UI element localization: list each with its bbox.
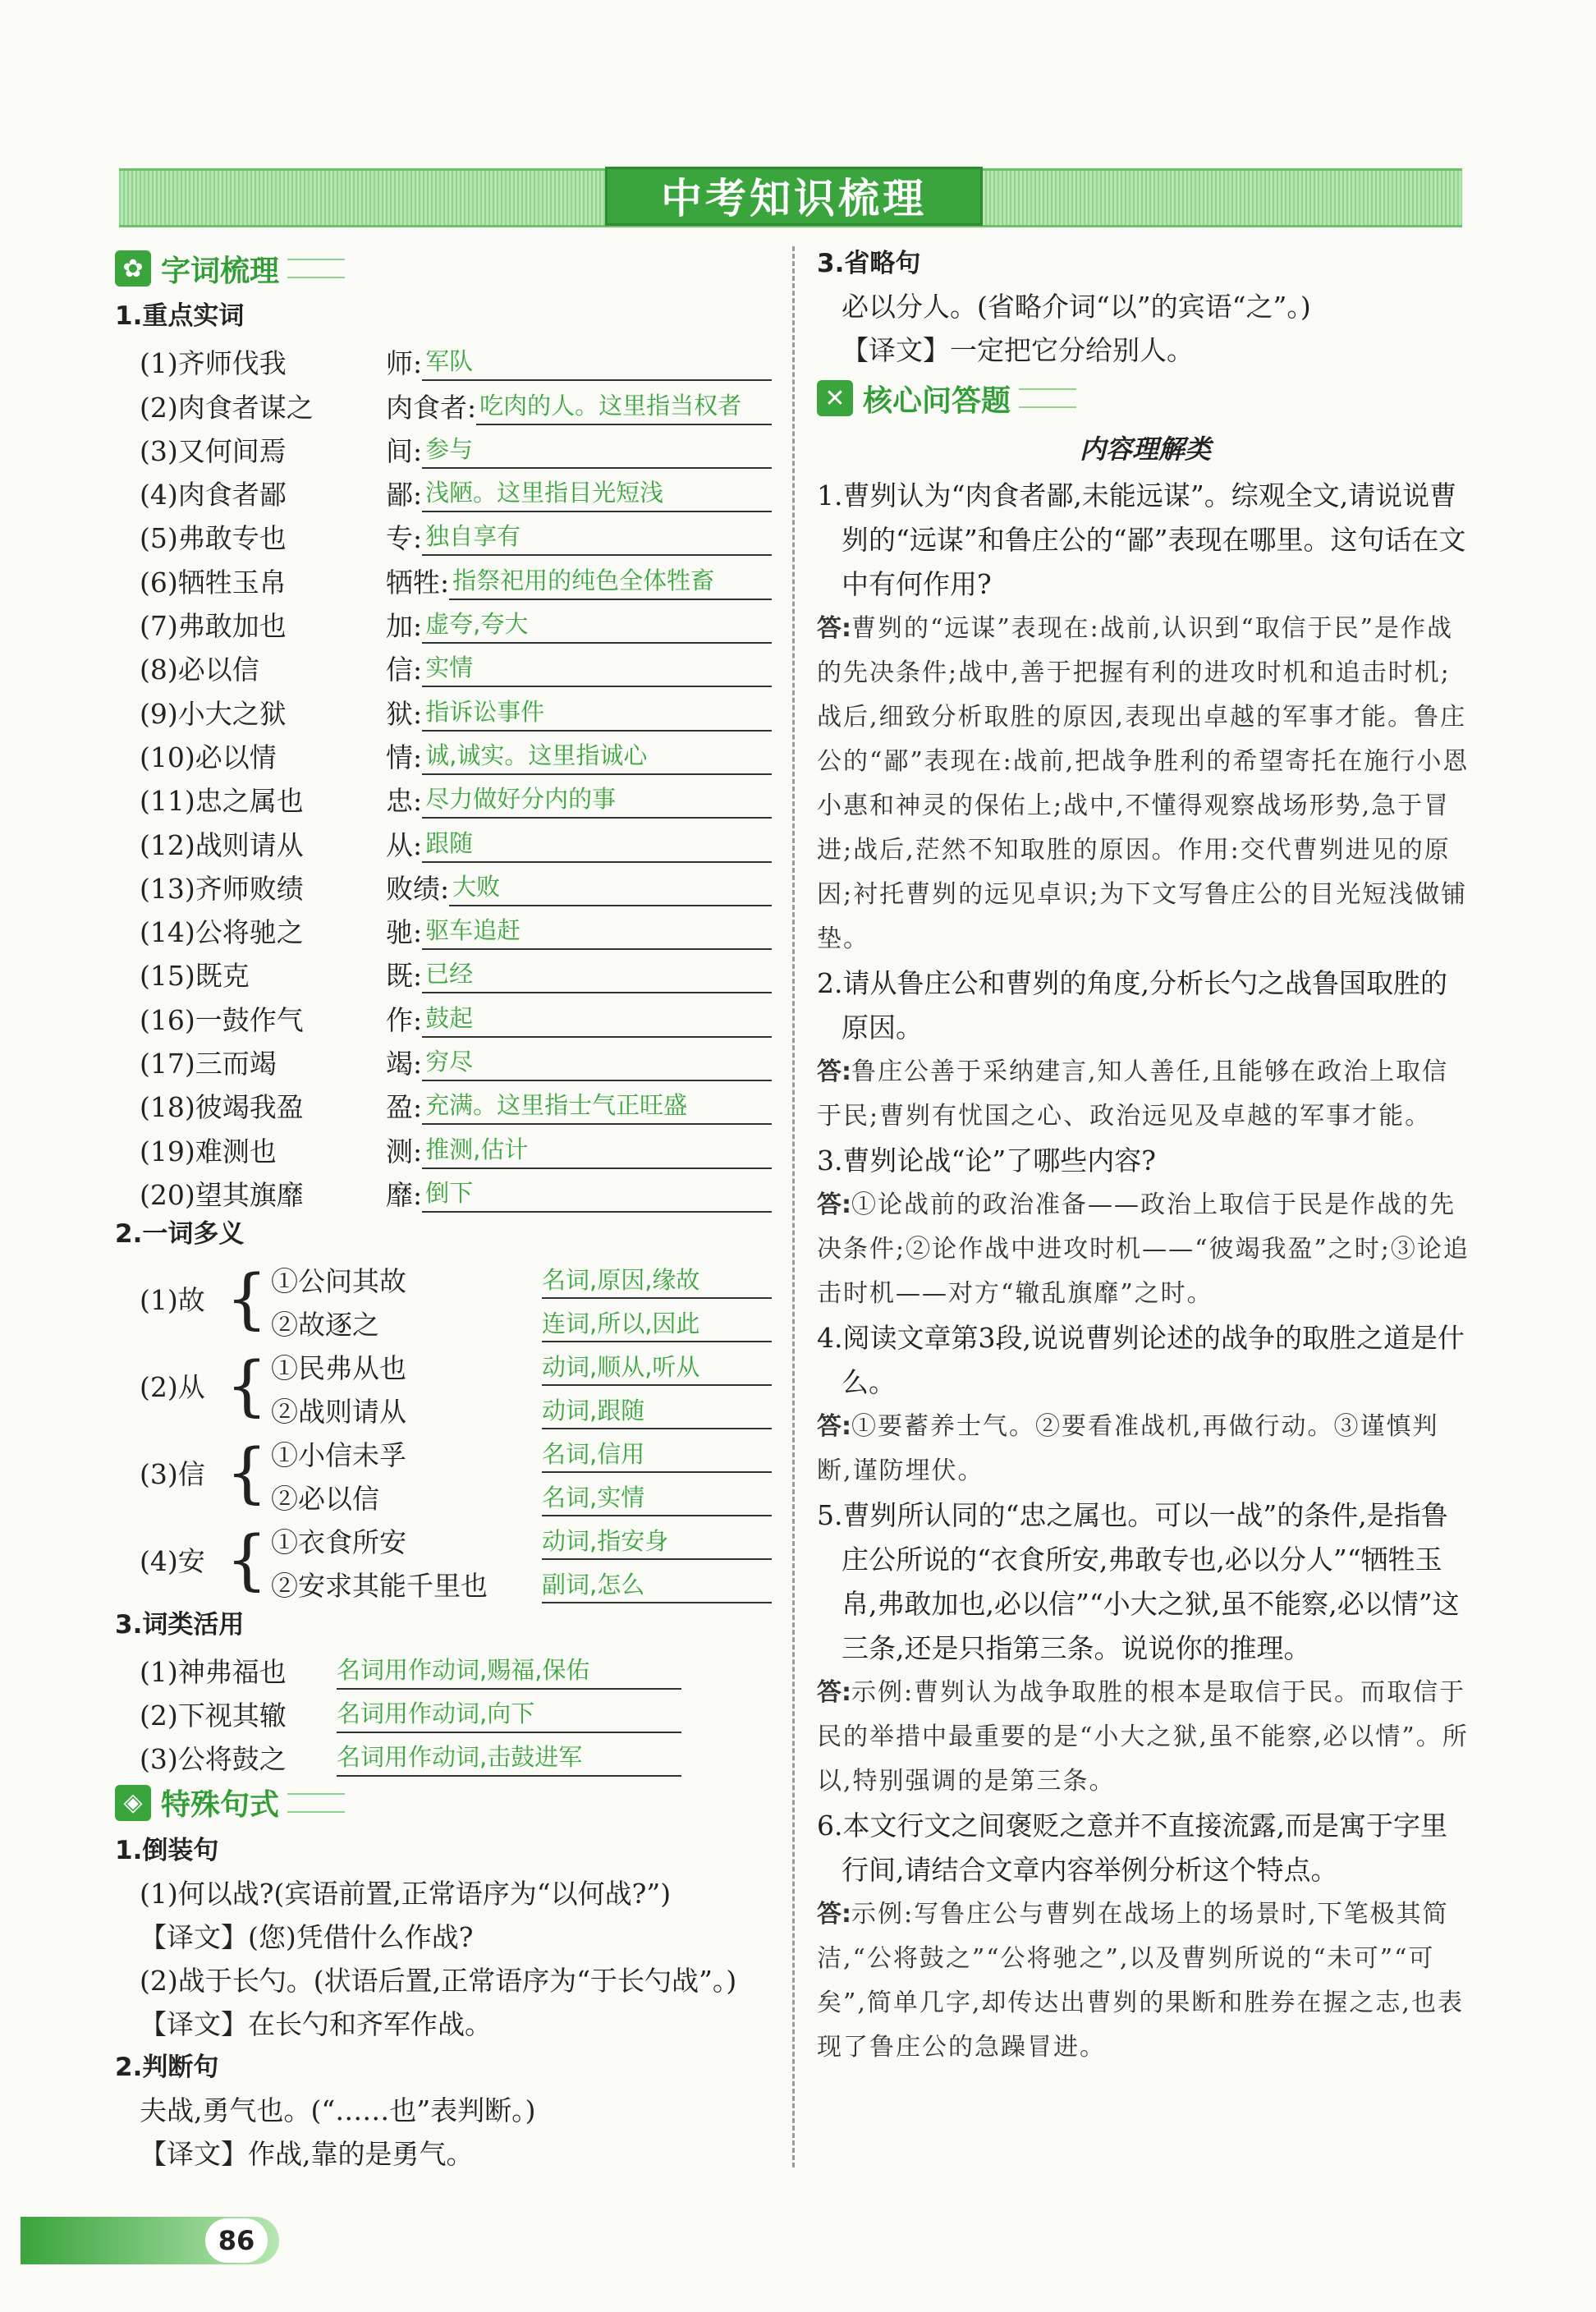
vocab-answer: 充满。这里指士气正旺盛 (422, 1087, 772, 1125)
page-number: 86 (205, 2218, 268, 2263)
usage-answer: 名词用作动词,击鼓进军 (337, 1739, 681, 1777)
poly-item (271, 1386, 772, 1429)
vocab-key: 情: (386, 741, 423, 773)
answer-text: ①要蓄养士气。②要看准战机,再做行动。③谨慎判断,谨防埋伏。 (817, 1412, 1439, 1485)
vocab-phrase: (4)肉食者鄙 (140, 479, 287, 511)
section-header-wen (817, 377, 1474, 420)
vocab-key: 信: (386, 654, 423, 686)
vocab-row (115, 863, 772, 906)
vocab-key: 驰: (386, 916, 423, 949)
vocab-answer: 已经 (422, 956, 772, 993)
vocab-phrase: (13)齐师败绩 (140, 872, 304, 905)
usage-phrase: (2)下视其辙 (140, 1699, 287, 1732)
poly-item (271, 1255, 772, 1299)
vocab-key: 测: (386, 1135, 423, 1167)
right-column (817, 242, 1474, 2070)
poly-answer: 动词,指安身 (542, 1524, 772, 1560)
vocab-answer: 倒下 (422, 1175, 772, 1213)
vocab-key: 加: (386, 610, 423, 643)
vocab-phrase: (10)必以情 (140, 741, 277, 773)
vocab-row (115, 600, 772, 644)
answer-text: 曹刿的“远谋”表现在:战前,认识到“取信于民”是作战的先决条件;战中,善于把握有利的进攻时机和追击时机;战后,细致分析取胜的原因,表现出卓越的军事才能。鲁庄公的“鄙”表现在:战前,把战争胜利的希望寄托在施行小恩小惠和神灵的保佑上;战中,不懂得观察战场形势,急于冒进;战后,茫然不知取胜的原因。作用:交代曹刿进见的原因;衬托曹刿的远见卓识;为下文写鲁庄公的目光短浅做铺垫。 (817, 614, 1470, 953)
brace: { (226, 1434, 268, 1511)
poly-sentence: ②必以信 (271, 1482, 379, 1515)
poly-word: (2)从 (140, 1371, 205, 1404)
decor-lines (287, 259, 345, 278)
poly-item (271, 1560, 772, 1603)
vocab-phrase: (5)弗敢专也 (140, 522, 287, 555)
poly-item (271, 1473, 772, 1516)
qa-question: 4.阅读文章第3段,说说曹刿论述的战争的取胜之道是什么。 (817, 1322, 1465, 1398)
section-title: 核心问答题 (863, 383, 1011, 418)
vocab-phrase: (14)公将驰之 (140, 916, 304, 949)
vocab-phrase: (2)肉食者谋之 (140, 391, 314, 424)
section-header-ju (115, 1782, 772, 1824)
poly-answer: 名词,原因,缘故 (542, 1263, 772, 1299)
vocab-title: 1.重点实词 (115, 301, 245, 331)
poly-sentence: ①衣食所安 (271, 1525, 406, 1558)
vocab-phrase: (18)彼竭我盈 (140, 1091, 304, 1124)
poly-sentence: ②安求其能千里也 (271, 1569, 488, 1602)
vocab-row (115, 1081, 772, 1125)
poly-item (271, 1299, 772, 1342)
poly-answer: 动词,顺从,听从 (542, 1350, 772, 1386)
vocab-key: 忠: (386, 785, 423, 818)
poly-items (271, 1342, 772, 1429)
answer-text: ①论战前的政治准备——政治上取信于民是作战的先决条件;②论作战中进攻时机——“彼竭我盈”之时;③论追击时机——对方“辙乱旗靡”之时。 (817, 1190, 1470, 1308)
vocab-phrase: (8)必以信 (140, 654, 259, 686)
usage-phrase: (3)公将鼓之 (140, 1742, 287, 1775)
qa-question: 2.请从鲁庄公和曹刿的角度,分析长勺之战鲁国取胜的原因。 (817, 967, 1447, 1044)
poly-group (115, 1429, 772, 1516)
qa-answer (817, 1050, 1474, 1139)
vocab-phrase: (1)齐师伐我 (140, 347, 287, 380)
vocab-answer: 穷尽 (422, 1044, 772, 1081)
qa-answer (817, 1183, 1474, 1316)
omit-title: 3.省略句 (817, 249, 921, 278)
poly-sentence: ①公问其故 (271, 1264, 406, 1297)
answer-label: 答: (817, 1412, 851, 1441)
vocab-phrase: (16)一鼓作气 (140, 1003, 304, 1036)
vocab-row (115, 819, 772, 862)
omit-line: 必以分人。(省略介词“以”的宾语“之”。) (842, 291, 1311, 323)
vocab-row (115, 906, 772, 950)
vocab-answer: 推测,估计 (422, 1131, 772, 1169)
vocab-row (115, 1169, 772, 1213)
poly-item (271, 1342, 772, 1386)
cube-icon: ◈ (115, 1785, 151, 1821)
vocab-answer: 诚,诚实。这里指诚心 (422, 737, 772, 775)
inv-line: (1)何以战?(宾语前置,正常语序为“以何战?”) (140, 1877, 672, 1910)
judge-line: 【译文】作战,靠的是勇气。 (140, 2137, 474, 2170)
vocab-answer: 浅陋。这里指目光短浅 (422, 475, 772, 512)
qa-answer (817, 1892, 1474, 2070)
vocab-row (115, 732, 772, 775)
vocab-answer: 大败 (449, 869, 772, 906)
vocab-answer: 参与 (422, 431, 772, 469)
poly-group (115, 1255, 772, 1342)
vocab-row (115, 425, 772, 469)
vocab-answer: 指祭祀用的纯色全体牲畜 (449, 562, 772, 600)
poly-word: (1)故 (140, 1284, 205, 1317)
vocab-answer: 军队 (422, 343, 772, 381)
vocab-row (115, 512, 772, 556)
omit-line: 【译文】一定把它分给别人。 (842, 334, 1194, 366)
section-title: 特殊句式 (161, 1788, 280, 1823)
vocab-answer: 吃肉的人。这里指当权者 (476, 388, 772, 425)
banner-title: 中考知识梳理 (605, 167, 983, 226)
vocab-row (115, 556, 772, 599)
poly-sentence: ②战则请从 (271, 1395, 406, 1428)
poly-list (115, 1255, 772, 1603)
decor-lines (1019, 388, 1076, 408)
brace: { (226, 1259, 268, 1337)
usage-row (115, 1690, 772, 1733)
poly-sentence: ②故逐之 (271, 1308, 379, 1341)
poly-title: 2.一词多义 (115, 1218, 245, 1249)
vocab-row (115, 644, 772, 687)
inv-line: 【译文】在长勺和齐军作战。 (140, 2007, 492, 2040)
vocab-key: 从: (386, 828, 423, 861)
poly-sentence: ①民弗从也 (271, 1351, 406, 1384)
vocab-list (115, 337, 772, 1213)
vocab-key: 间: (386, 434, 423, 467)
poly-items (271, 1516, 772, 1603)
puzzle-icon: ✕ (817, 380, 853, 416)
vocab-phrase: (15)既克 (140, 960, 250, 993)
qa-answer (817, 607, 1474, 961)
answer-label: 答: (817, 1190, 851, 1219)
section-header-ci (115, 247, 772, 290)
column-divider (792, 246, 795, 2168)
vocab-key: 既: (386, 960, 423, 993)
vocab-phrase: (20)望其旗靡 (140, 1178, 304, 1211)
judge-title: 2.判断句 (115, 2052, 219, 2082)
inv-line: (2)战于长勺。(状语后置,正常语序为“于长勺战”。) (140, 1964, 737, 1997)
qa-question: 1.曹刿认为“肉食者鄙,未能远谋”。综观全文,请说说曹刿的“远谋”和鲁庄公的“鄙”表现在哪里。这句话在文中有何作用? (817, 479, 1466, 600)
brace: { (226, 1521, 268, 1598)
vocab-key: 专: (386, 522, 423, 555)
vocab-answer: 虚夸,夸大 (422, 606, 772, 644)
qa-question: 5.曹刿所认同的“忠之属也。可以一战”的条件,是指鲁庄公所说的“衣食所安,弗敢专也,必以分人”“牺牲玉帛,弗敢加也,必以信”“小大之狱,虽不能察,必以情”这三条,还是只指第三条。说说你的推理。 (817, 1499, 1460, 1664)
vocab-phrase: (12)战则请从 (140, 828, 304, 861)
left-column (115, 242, 772, 2176)
vocab-answer: 尽力做好分内的事 (422, 781, 772, 819)
vocab-key: 牺牲: (386, 566, 450, 599)
vocab-answer: 指诉讼事件 (422, 694, 772, 732)
usage-phrase: (1)神弗福也 (140, 1655, 287, 1688)
answer-text: 示例:曹刿认为战争取胜的根本是取信于民。而取信于民的举措中最重要的是“小大之狱,虽不能察,必以情”。所以,特别强调的是第三条。 (817, 1678, 1469, 1796)
inv-line: 【译文】(您)凭借什么作战? (140, 1920, 474, 1953)
usage-title: 3.词类活用 (115, 1609, 245, 1640)
vocab-phrase: (19)难测也 (140, 1135, 277, 1167)
usage-answer: 名词用作动词,赐福,保佑 (337, 1652, 681, 1690)
answer-label: 答: (817, 1057, 851, 1086)
poly-answer: 副词,怎么 (542, 1567, 772, 1603)
vocab-answer: 驱车追赶 (422, 912, 772, 950)
poly-group (115, 1516, 772, 1603)
usage-row (115, 1733, 772, 1777)
vocab-row (115, 381, 772, 424)
poly-answer: 动词,跟随 (542, 1393, 772, 1429)
vocab-answer: 跟随 (422, 825, 772, 863)
vocab-row (115, 687, 772, 731)
vocab-row (115, 469, 772, 512)
vocab-row (115, 1125, 772, 1168)
poly-answer: 连词,所以,因此 (542, 1306, 772, 1342)
qa-question: 6.本文行文之间褒贬之意并不直接流露,而是寓于字里行间,请结合文章内容举例分析这个特点。 (817, 1810, 1447, 1886)
vocab-key: 盈: (386, 1091, 423, 1124)
qa-list (817, 474, 1474, 2070)
answer-text: 示例:写鲁庄公与曹刿在战场上的场景时,下笔极其简洁,“公将鼓之”“公将驰之”,以及曹刿所说的“未可”“可矣”,简单几字,却传达出曹刿的果断和胜券在握之志,也表现了鲁庄公的急躁冒进。 (817, 1900, 1464, 2062)
vocab-row (115, 337, 772, 381)
poly-sentence: ①小信未孚 (271, 1438, 406, 1471)
vocab-phrase: (11)忠之属也 (140, 785, 304, 818)
vocab-answer: 独自享有 (422, 518, 772, 556)
judge-line: 夫战,勇气也。(“……也”表判断。) (140, 2094, 536, 2126)
answer-text: 鲁庄公善于采纳建言,知人善任,且能够在政治上取信于民;曹刿有忧国之心、政治远见及卓越的军事才能。 (817, 1057, 1449, 1131)
answer-label: 答: (817, 614, 851, 643)
poly-item (271, 1516, 772, 1560)
vocab-key: 狱: (386, 697, 423, 730)
vocab-key: 作: (386, 1003, 423, 1036)
poly-item (271, 1429, 772, 1473)
poly-items (271, 1429, 772, 1516)
vocab-key: 竭: (386, 1048, 423, 1080)
vocab-phrase: (3)又何间焉 (140, 434, 287, 467)
poly-answer: 名词,信用 (542, 1437, 772, 1473)
vocab-answer: 实情 (422, 649, 772, 687)
qa-subtitle: 内容理解类 (1079, 434, 1211, 465)
vocab-key: 师: (386, 347, 423, 380)
inv-title: 1.倒装句 (115, 1835, 219, 1865)
decor-lines (287, 1793, 345, 1813)
vocab-row (115, 950, 772, 993)
poly-items (271, 1255, 772, 1342)
poly-word: (4)安 (140, 1545, 205, 1578)
qa-answer (817, 1405, 1474, 1493)
poly-answer: 名词,实情 (542, 1480, 772, 1516)
vocab-phrase: (9)小大之狱 (140, 697, 287, 730)
poly-word: (3)信 (140, 1458, 205, 1491)
vocab-answer: 鼓起 (422, 1000, 772, 1038)
vocab-row (115, 993, 772, 1037)
poly-group (115, 1342, 772, 1429)
book-icon: ✿ (115, 250, 151, 287)
vocab-phrase: (6)牺牲玉帛 (140, 566, 287, 599)
vocab-phrase: (7)弗敢加也 (140, 610, 287, 643)
vocab-key: 肉食者: (386, 391, 477, 424)
qa-answer (817, 1671, 1474, 1804)
answer-label: 答: (817, 1900, 851, 1929)
usage-list (115, 1646, 772, 1777)
vocab-row (115, 775, 772, 819)
vocab-row (115, 1038, 772, 1081)
vocab-key: 鄙: (386, 479, 423, 511)
section-title: 字词梳理 (161, 254, 280, 288)
vocab-key: 靡: (386, 1178, 423, 1211)
brace: { (226, 1346, 268, 1424)
vocab-phrase: (17)三而竭 (140, 1048, 277, 1080)
qa-question: 3.曹刿论战“论”了哪些内容? (817, 1145, 1156, 1177)
usage-row (115, 1646, 772, 1690)
answer-label: 答: (817, 1678, 851, 1707)
usage-answer: 名词用作动词,向下 (337, 1695, 681, 1733)
vocab-key: 败绩: (386, 872, 450, 905)
